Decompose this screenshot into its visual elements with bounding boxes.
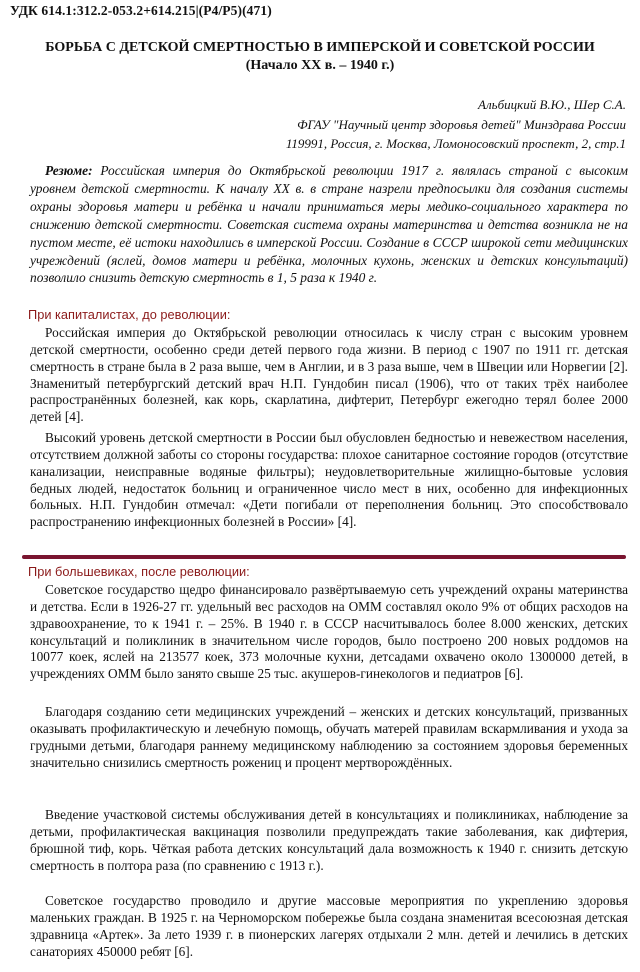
paragraph: Российская империя до Октябрьской революции относилась к числу стран с высоким уровнем детской смертности, особенно среди детей первого года жизни. В период с 1907 по 1911 гг. детская смертность в стране была в 2 раза выше, чем в Англии, и в 3 раза выше, чем в Швеции или Норвегии [2]. Знаменитый петербургский детский врач Н.П. Гундобин писал (1906), что от таких трёх наиболее распространённых болезней, как корь, скарлатина, дифтерит, Петербург ежегодно терял более 2000 детей [4]. [30,325,628,425]
udk-code: УДК 614.1:312.2-053.2+614.215|(Р4/Р5)(471) [10,3,272,18]
abstract-text: Российская империя до Октябрьской революции 1917 г. являлась страной с высоким уровнем детской смертности. К началу ХХ в. в стране назрели предпосылки для создания системы охраны здоровья матери и ребёнка и начали приниматься меры медико-социального характера по снижению детской смертности. Советская система охраны материнства и детства возникла не на пустом месте, её истоки находились в имперской России. Создание в СССР широкой сети медицинских учреждений (яслей, домов матери и ребёнка, молочных кухонь, женских и детских консультаций) позволило снизить детскую смертность в 1, 5 раза к 1940 г. [30,163,628,286]
author-affiliation: ФГАУ "Научный центр здоровья детей" Минздрава России [297,116,626,132]
authors-block [286,95,626,154]
paragraph: Благодаря созданию сети медицинских учреждений – женских и детских консультаций, призванных оказывать профилактическую и лечебную помощь, обучать матерей правилам вскармливания и ухода за грудными детьми, благодаря раннему медицинскому наблюдению за состоянием здоровья беременных значительно снизились смертность рожениц и процент мертворождённых. [30,704,628,770]
paragraph: Советское государство щедро финансировало развёртываемую сеть учреждений охраны материнства и детства. Если в 1926-27 гг. удельный вес расходов на ОММ составлял около 9% от общих расходов на здравоохранение, то к 1941 г. – 25%. В 1940 г. в СССР насчитывалось более 8.000 женских, детских консультаций и поликлиник в значительном числе городов, было построено 200 новых роддомов на 10077 коек, яслей на 213577 коек, 373 молочные кухни, детсадами охвачено около 1300000 детей, в учреждениях ОММ было занято свыше 25 тыс. акушеров-гинекологов и педиатров [6]. [30,582,628,682]
abstract [30,162,628,287]
paragraph: Высокий уровень детской смертности в России был обусловлен бедностью и невежеством населения, отсутствием должной заботы со стороны государства: плохое санитарное состояние городов (отсутствие канализации, неисправные водяные фильтры); неудовлетворительные жилищно-бытовые условия бедных людей, недостаток больниц и ограниченное число мест в них, особенно для инфекционных больных. Н.П. Гундобин отмечал: «Дети погибали от переполнения больниц. Это способствовало распространению инфекционных болезней в России» [4]. [30,430,628,530]
paragraph: Введение участковой системы обслуживания детей в консультациях и поликлиниках, наблюдение за детьми, профилактическая вакцинация позволили предупреждать такие заболевания, как дифтерия, брюшной тиф, корь. Чёткая работа детских консультаций дала возможность к 1940 г. снизить детскую смертность в полтора раза (по сравнению с 1913 г.). [30,807,628,873]
author-names: Альбицкий В.Ю., Шер С.А. [478,97,626,112]
section-divider [22,555,626,559]
article-title: БОРЬБА С ДЕТСКОЙ СМЕРТНОСТЬЮ В ИМПЕРСКОЙ И СОВЕТСКОЙ РОССИИ (Начало ХХ в. – 1940 г.) [45,40,595,73]
abstract-label: Резюме: [45,163,93,178]
section-label-before-revolution: При капиталистах, до революции: [28,307,231,322]
section-label-after-revolution: При большевиках, после революции: [28,564,250,579]
author-address: 119991, Россия, г. Москва, Ломоносовский проспект, 2, стр.1 [285,136,626,151]
paragraph: Советское государство проводило и другие массовые мероприятия по укреплению здоровья маленьких граждан. В 1925 г. на Черноморском побережье была создана знаменитая всесоюзная детская здравница «Артек». За лето 1939 г. в пионерских лагерях отдыхали 2 млн. детей и лечились в детских санаториях 450000 ребят [6]. [30,893,628,959]
